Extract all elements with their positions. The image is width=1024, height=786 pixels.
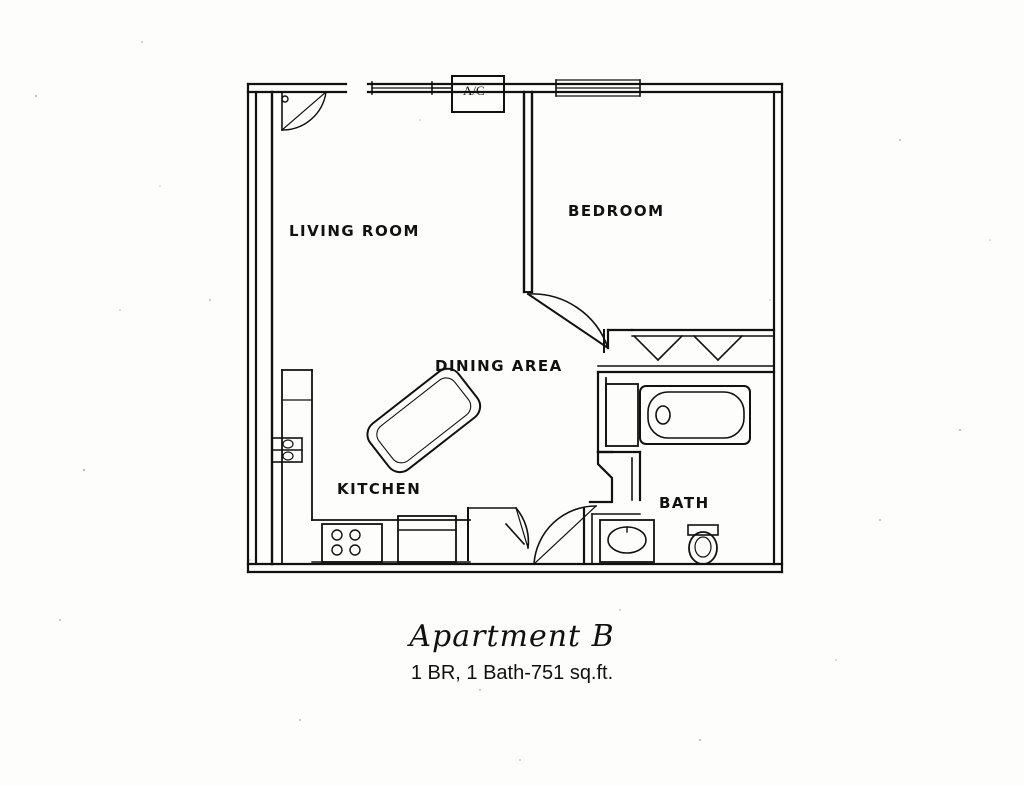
room-label-bedroom: BEDROOM [568,202,665,220]
room-label-living-room: LIVING ROOM [289,222,420,240]
ac-unit-label: A/C [463,83,485,98]
plan-subtitle: 1 BR, 1 Bath-751 sq.ft. [410,661,614,684]
room-label-kitchen: KITCHEN [337,480,422,498]
plan-title: Apartment B [409,619,615,654]
room-label-bath: BATH [659,494,710,512]
plan-caption [0,618,1024,685]
room-label-dining-area: DINING AREA [435,357,563,375]
